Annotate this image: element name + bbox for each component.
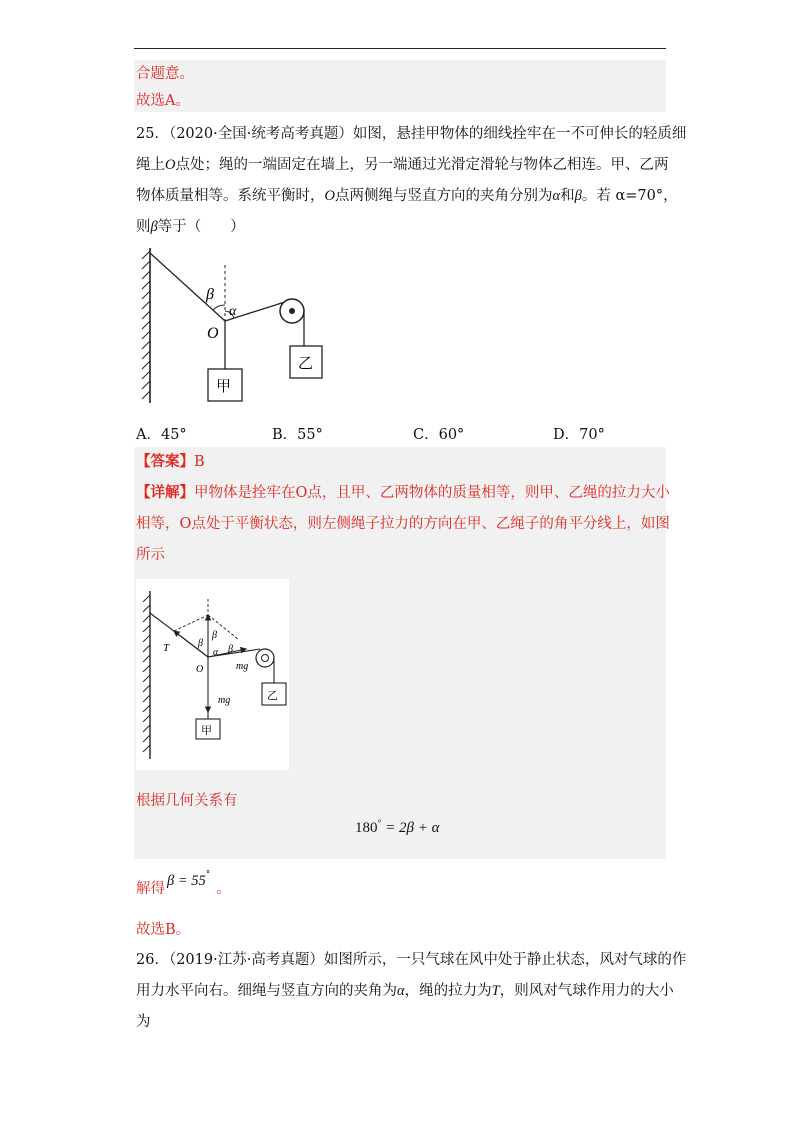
fig2-mg2-label: mg: [218, 695, 231, 706]
q25-line-3: 物体质量相等。系统平衡时，O点两侧绳与竖直方向的夹角分别为α和β。若 α=70°，: [136, 188, 678, 204]
wall: [142, 248, 150, 403]
prev-line-2: 故选A。: [136, 93, 190, 109]
detail-figure: [136, 579, 289, 770]
header-rule: [134, 48, 666, 49]
fig2-T-label: T: [163, 642, 170, 654]
fig1-alpha-label: α: [229, 304, 237, 319]
fig2-beta3-label: β: [228, 644, 233, 655]
fig2-beta2-label: β: [212, 630, 217, 641]
q25-line-4: 则β等于（ ）: [136, 219, 245, 235]
option-d[interactable]: D．70°: [553, 427, 605, 443]
parallelogram-top: [174, 615, 208, 631]
fig2-point-label: O: [196, 664, 204, 675]
fig2-mg1-label: mg: [236, 661, 249, 672]
wall-2: [143, 591, 150, 759]
fig1-point-label: O: [207, 325, 219, 342]
prev-answer-block: [134, 60, 666, 112]
option-a[interactable]: A．45°: [136, 427, 187, 443]
q25-figure: [130, 243, 350, 413]
q25-line-2: 绳上O点处；绳的一端固定在墙上，另一端通过光滑定滑轮与物体乙相连。甲、乙两: [136, 157, 669, 173]
fig1-mass1-label: 甲: [216, 379, 232, 395]
option-c[interactable]: C．60°: [413, 427, 465, 443]
pulley-2: [256, 649, 274, 667]
answer-line: 【答案】B: [136, 453, 205, 470]
q26-line-2: 用力水平向右。细绳与竖直方向的夹角为α，绳的拉力为T，则风对气球作用力的大小: [136, 983, 674, 999]
fig2-beta1-label: β: [198, 638, 203, 649]
fig1-beta-label: β: [206, 286, 214, 303]
q26-line-3: 为: [136, 1014, 151, 1030]
beta-arc: [213, 305, 225, 310]
fig2-mass1-label: 甲: [201, 725, 212, 737]
geometry-line: 根据几何关系有: [136, 793, 238, 809]
equation: 180° = 2β + α: [355, 818, 440, 836]
fig2-mass2-label: 乙: [267, 690, 278, 702]
conclusion-line: 故选B。: [136, 922, 191, 938]
prev-line-1: 合题意。: [136, 66, 194, 82]
option-b[interactable]: B．55°: [272, 427, 323, 443]
q25-line-1: 25．（2020·全国·统考高考真题）如图，悬挂甲物体的细线拴牢在一不可伸长的轻质细: [136, 126, 687, 142]
q26-line-1: 26．（2019·江苏·高考真题）如图所示，一只气球在风中处于静止状态，风对气球的作: [136, 952, 687, 968]
solve-line: 解得 β = 55°。: [136, 870, 231, 897]
detail-line-2: 相等，O点处于平衡状态，则左侧绳子拉力的方向在甲、乙绳子的角平分线上，如图: [136, 516, 670, 532]
fig1-mass2-label: 乙: [298, 356, 314, 372]
detail-line-1: 【详解】甲物体是拴牢在O点，且甲、乙两物体的质量相等，则甲、乙绳的拉力大小: [136, 484, 670, 501]
fig2-alpha-label: α: [213, 647, 219, 658]
pulley-axle: [289, 308, 295, 314]
detail-line-3: 所示: [136, 547, 165, 563]
